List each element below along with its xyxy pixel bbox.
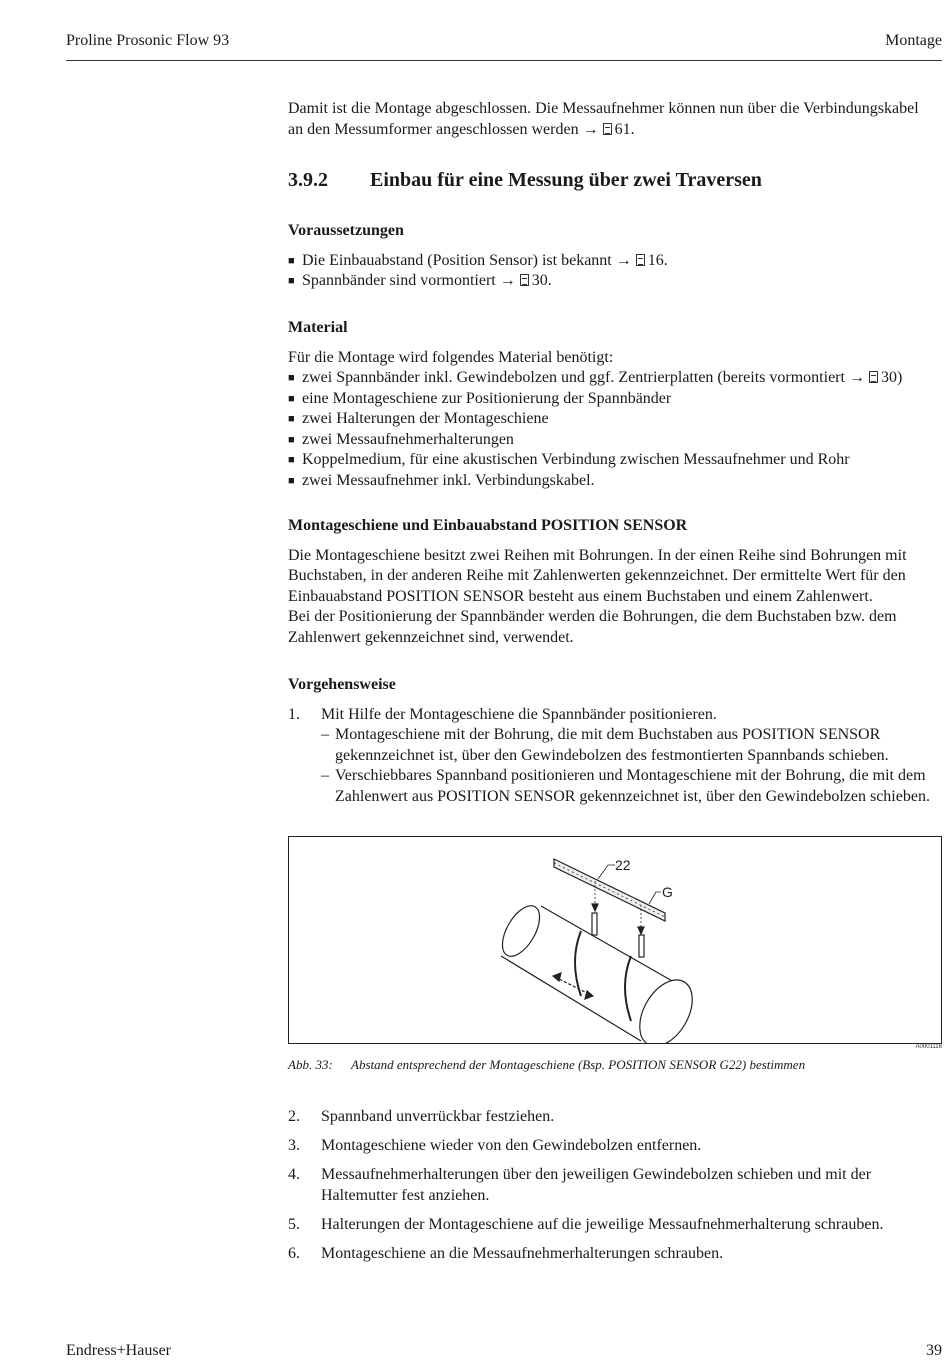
- move-arrow-head-right: [585, 991, 593, 999]
- step-text: Messaufnehmerhalterungen über den jeweiligen Gewindebolzen schieben und mit der: [321, 1166, 872, 1183]
- step-text-cont: Haltemutter fest anziehen.: [321, 1186, 490, 1204]
- pipe-back-end: [495, 900, 547, 962]
- material-heading: Material: [288, 319, 348, 336]
- leader-22: [598, 865, 615, 879]
- list-item: [288, 409, 942, 430]
- page-ref-icon: [869, 371, 878, 383]
- step-item: [288, 1215, 942, 1236]
- montageschiene-heading: Montageschiene und Einbauabstand POSITION SENSOR: [288, 517, 688, 534]
- page-ref[interactable]: 61.: [614, 120, 635, 138]
- list-item-text: Koppelmedium, für eine akustischen Verbindung zwischen Messaufnehmer und Rohr: [302, 451, 850, 468]
- dash-marker: –: [321, 726, 329, 743]
- step-item: [288, 1136, 942, 1157]
- step-item: [288, 1107, 942, 1128]
- sub-step-item: [288, 766, 942, 807]
- section-title: Einbau für eine Messung über zwei Traversen: [370, 169, 762, 191]
- step-text: Mit Hilfe der Montageschiene die Spannbänder positionieren.: [321, 705, 717, 723]
- sub-step-line: Montageschiene mit der Bohrung, die mit dem Buchstaben aus POSITION SENSOR: [335, 726, 881, 743]
- bullet-icon: ■: [288, 454, 295, 466]
- page-number: 39: [926, 1342, 942, 1359]
- bullet-icon: ■: [288, 275, 295, 287]
- bullet-icon: ■: [288, 372, 295, 384]
- pipe-front-end: [629, 971, 703, 1043]
- montageschiene-line: Bei der Positionierung der Spannbänder werden die Bohrungen, die dem Buchstaben bzw. dem: [288, 608, 897, 625]
- steps-list: [288, 1107, 942, 1264]
- list-item: [288, 271, 942, 292]
- vorgehensweise-block: [288, 675, 942, 807]
- list-item-text: zwei Halterungen der Montageschiene: [302, 410, 549, 427]
- move-arrow-head-left: [553, 973, 561, 981]
- material-block: [288, 318, 942, 491]
- footer-company: Endress+Hauser: [66, 1342, 171, 1359]
- step-text: Spannband unverrückbar festziehen.: [321, 1108, 555, 1125]
- montageschiene-line: Einbauabstand POSITION SENSOR besteht aus einem Buchstaben und einem Zahlenwert.: [288, 587, 873, 605]
- step-item: [288, 1165, 942, 1206]
- montageschiene-block: [288, 516, 942, 648]
- list-item-text: zwei Messaufnehmerhalterungen: [302, 430, 514, 448]
- figure-caption: [288, 1057, 805, 1073]
- sub-step-item: [288, 725, 942, 766]
- label-22: 22: [615, 857, 631, 873]
- montageschiene-line: Die Montageschiene besitzt zwei Reihen mit Bohrungen. In der einen Reihe sind Bohrungen mit: [288, 546, 907, 564]
- step-number: 4.: [288, 1166, 300, 1183]
- voraussetzungen-heading: Voraussetzungen: [288, 222, 404, 239]
- material-intro: Für die Montage wird folgendes Material benötigt:: [288, 348, 614, 366]
- montageschiene-line: Buchstaben, in der anderen Reihe mit Zahlenwerten gekennzeichnet. Der ermittelte Wert für den: [288, 567, 906, 584]
- list-item-text: zwei Messaufnehmer inkl. Verbindungskabel.: [302, 471, 595, 489]
- bullet-icon: ■: [288, 433, 295, 446]
- list-item: [288, 450, 942, 471]
- voraussetzungen-block: [288, 221, 942, 292]
- page-ref-icon: [603, 123, 612, 135]
- step-item: [288, 705, 942, 726]
- leader-g: [649, 892, 661, 904]
- caption-text: Abstand entsprechend der Montageschiene (Bsp. POSITION SENSOR G22) bestimmen: [351, 1057, 806, 1072]
- header-rule: [66, 60, 942, 61]
- bullet-icon: ■: [288, 254, 295, 267]
- intro-paragraph: [288, 99, 942, 140]
- sub-step-line: Zahlenwert aus POSITION SENSOR gekennzeichnet ist, über den Gewindebolzen schieben.: [335, 787, 930, 805]
- section-number: 3.9.2: [288, 169, 328, 191]
- arrow-head-right: [638, 927, 644, 934]
- page-ref[interactable]: 16.: [647, 251, 668, 269]
- section-heading: [288, 170, 942, 191]
- bullet-icon: ■: [288, 392, 295, 405]
- bolt-right: [639, 935, 644, 957]
- dash-marker: –: [321, 767, 329, 784]
- list-item-text: eine Montageschiene zur Positionierung der Spannbänder: [302, 389, 672, 407]
- list-item: [288, 368, 942, 389]
- intro-line-2: [288, 120, 942, 141]
- vorgehensweise-heading: Vorgehensweise: [288, 676, 396, 693]
- header-chapter: Montage: [885, 32, 942, 49]
- step-number: 1.: [288, 705, 300, 723]
- step-text: Halterungen der Montageschiene auf die jeweilige Messaufnehmerhalterung schrauben.: [321, 1215, 884, 1233]
- list-item-text: zwei Spannbänder inkl. Gewindebolzen und ggf. Zentrierplatten (bereits vormontiert →: [302, 369, 865, 386]
- list-item-text: Spannbänder sind vormontiert →: [302, 272, 516, 289]
- bullet-icon: ■: [288, 474, 295, 487]
- bolt-left: [592, 913, 597, 935]
- list-item: [288, 251, 942, 272]
- strap-right: [625, 956, 631, 1021]
- arrow-head-left: [592, 904, 598, 911]
- list-item: [288, 471, 942, 492]
- step-number: 5.: [288, 1215, 300, 1233]
- page-ref[interactable]: 30): [880, 369, 903, 386]
- intro-line-1: Damit ist die Montage abgeschlossen. Die Messaufnehmer können nun über die Verbindungskabel: [288, 100, 919, 117]
- step-number: 2.: [288, 1108, 300, 1125]
- page-ref-icon: [636, 254, 645, 266]
- bullet-icon: ■: [288, 413, 295, 425]
- step-text: Montageschiene wieder von den Gewindebolzen entfernen.: [321, 1137, 702, 1154]
- pipe-illustration: [289, 837, 941, 1043]
- step-number: 6.: [288, 1244, 300, 1262]
- page-ref-icon: [520, 274, 529, 286]
- montageschiene-line: Zahlenwert gekennzeichnet sind, verwendet.: [288, 628, 574, 646]
- header-product-name: Proline Prosonic Flow 93: [66, 32, 230, 49]
- caption-number: Abb. 33:: [288, 1057, 333, 1072]
- list-item: [288, 430, 942, 451]
- page-ref[interactable]: 30.: [531, 272, 552, 289]
- figure-frame: [288, 836, 942, 1044]
- intro-line-2-text: an den Messumformer angeschlossen werden →: [288, 120, 599, 138]
- sub-step-line: Verschiebbares Spannband positionieren und Montageschiene mit der Bohrung, die mit dem: [335, 767, 926, 784]
- figure-id: A0001116: [915, 1044, 942, 1050]
- label-g: G: [662, 884, 673, 900]
- list-item-text: Die Einbauabstand (Position Sensor) ist bekannt →: [302, 251, 632, 269]
- list-item: [288, 389, 942, 410]
- step-item: [288, 1244, 942, 1265]
- strap-left: [575, 931, 581, 996]
- step-number: 3.: [288, 1137, 300, 1154]
- step-text: Montageschiene an die Messaufnehmerhalterungen schrauben.: [321, 1244, 724, 1262]
- sub-step-line: gekennzeichnet ist, über den Gewindebolzen des festmontierten Spannbands schieben.: [335, 746, 889, 764]
